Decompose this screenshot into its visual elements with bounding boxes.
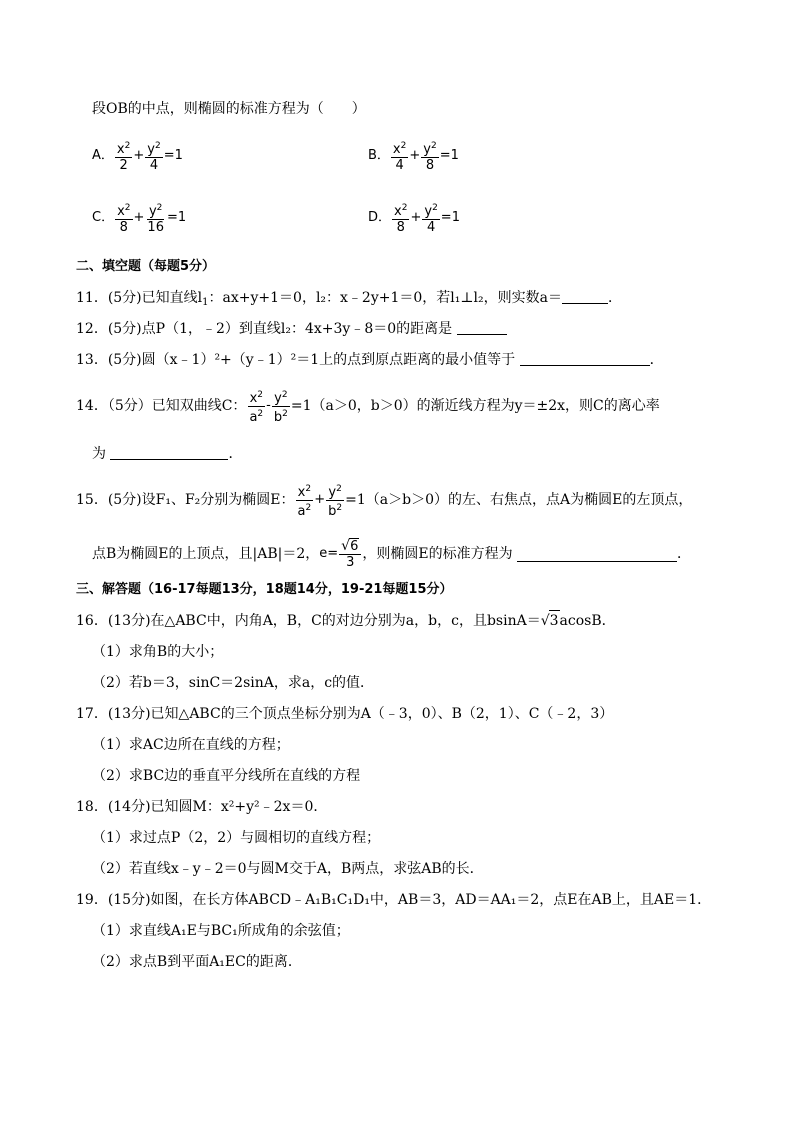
fraction: $\frac{y^2}{4}$ bbox=[147, 141, 161, 173]
question-15: 15．(5分)设F₁、F₂分别为椭圆E： $\frac{x^2}{a^2}$ + $\frac{y^2}{b^2}$ =1（a＞b＞0）的左、右焦点，点A为椭圆E的左顶点， bbox=[76, 483, 693, 519]
question-12: 12．(5分)点P（1，﹣2）到直线l₂：4x+3y﹣8＝0的距离是 bbox=[76, 319, 507, 339]
option-a[interactable]: A． $\frac{x^2}{2}$ + $\frac{y^2}{4}$ =1 bbox=[92, 141, 183, 173]
option-d[interactable]: D． $\frac{x^2}{8}$ + $\frac{y^2}{4}$ =1 bbox=[368, 203, 460, 235]
section-title: 三、解答题（16-17每题13分，18题14分，19-21每题15分） bbox=[76, 582, 453, 597]
question-16-part1: （1）求角B的大小； bbox=[92, 644, 224, 660]
question-10-tail: 段OB的中点，则椭圆的标准方程为（ ） bbox=[92, 101, 366, 117]
fraction: $\frac{x^2}{a^2}$ bbox=[297, 483, 312, 519]
question-18-part2: （2）若直线x﹣y﹣2＝0与圆M交于A，B两点，求弦AB的长． bbox=[92, 861, 484, 877]
fraction: $\frac{x^2}{a^2}$ bbox=[249, 389, 264, 425]
fraction: $\frac{y^2}{b^2}$ bbox=[328, 483, 343, 519]
question-11: 11．(5分)已知直线$l_1$：ax+y+1＝0，l₂：x﹣2y+1＝0，若l₁⊥l₂，则实数a＝ ． bbox=[76, 290, 622, 308]
answer-blank[interactable] bbox=[562, 289, 608, 304]
question-14: 14．（5分）已知双曲线C： $\frac{x^2}{a^2}$ - $\frac{y^2}{b^2}$ =1（a＞0，b＞0）的渐近线方程为y＝±2x，则C的离心率 bbox=[76, 389, 660, 425]
answer-blank[interactable] bbox=[520, 351, 650, 366]
fraction: $\frac{y^2}{b^2}$ bbox=[273, 389, 288, 425]
question-18: 18．(14分)已知圆M：x²+y²﹣2x＝0． bbox=[76, 799, 328, 815]
fraction: $\frac{x^2}{8}$ bbox=[117, 203, 131, 235]
fraction: $\frac{x^2}{8}$ bbox=[394, 203, 408, 235]
question-19-part2: （2）求点B到平面A₁EC的距离． bbox=[92, 954, 302, 970]
question-17-part1: （1）求AC边所在直线的方程； bbox=[92, 737, 290, 753]
question-17-part2: （2）求BC边的垂直平分线所在直线的方程 bbox=[92, 768, 361, 784]
option-b[interactable]: B． $\frac{x^2}{4}$ + $\frac{y^2}{8}$ =1 bbox=[368, 141, 459, 173]
fraction: $\frac{x^2}{4}$ bbox=[392, 141, 407, 173]
fraction: $\frac{x^2}{2}$ bbox=[116, 141, 131, 173]
answer-blank[interactable] bbox=[110, 445, 228, 460]
fraction: $\frac{y^2}{4}$ bbox=[424, 203, 438, 235]
question-18-part1: （1）求过点P（2，2）与圆相切的直线方程； bbox=[92, 830, 381, 846]
section-title: 二、填空题（每题5分） bbox=[76, 259, 216, 274]
fraction: $\frac{y^2}{8}$ bbox=[423, 141, 437, 173]
question-15-line2: 点B为椭圆E的上顶点，且|AB|＝2， e= $\frac{√6}{3}$ ，则椭圆E的标准方程为 ． bbox=[92, 538, 692, 570]
fraction: $\frac{√6}{3}$ bbox=[339, 538, 361, 570]
question-14-line2: 为 ． bbox=[92, 446, 243, 462]
question-13: 13．(5分)圆（x﹣1）²+（y﹣1）²＝1上的点到原点距离的最小值等于 ． bbox=[76, 352, 664, 368]
question-16: 16．(13分)在△ABC中，内角A，B，C的对边分别为a，b，c，且bsinA＝√3acosB． bbox=[76, 610, 616, 631]
fraction: $\frac{y^2}{16}$ bbox=[147, 203, 164, 235]
question-17: 17．(13分)已知△ABC的三个顶点坐标分别为A（﹣3，0）、B（2，1）、C（﹣2，3） bbox=[76, 706, 614, 722]
answer-blank[interactable] bbox=[457, 320, 507, 335]
question-19: 19．(15分)如图，在长方体ABCD﹣A₁B₁C₁D₁中，AB＝3，AD＝AA₁＝2，点E在AB上，且AE＝1． bbox=[76, 892, 712, 908]
option-c[interactable]: C． $\frac{x^2}{8}$ + $\frac{y^2}{16}$ =1 bbox=[92, 203, 187, 235]
answer-blank[interactable] bbox=[517, 547, 677, 562]
question-16-part2: （2）若b＝3，sinC＝2sinA，求a，c的值． bbox=[92, 675, 375, 691]
question-19-part1: （1）求直线A₁E与BC₁所成角的余弦值； bbox=[92, 923, 350, 939]
